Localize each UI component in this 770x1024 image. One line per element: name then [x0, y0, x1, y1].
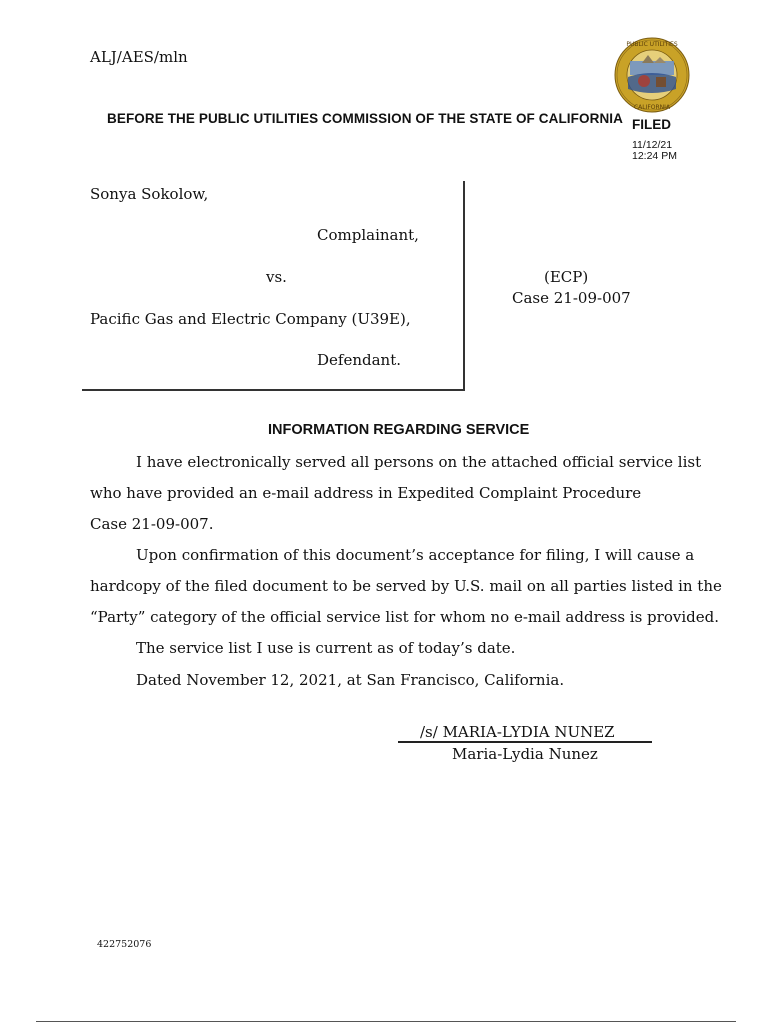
paragraph-3: The service list I use is current as of today’s date.: [136, 639, 516, 657]
paragraph-2-line-2: hardcopy of the filed document to be served by U.S. mail on all parties listed in the: [90, 577, 722, 595]
california-puc-seal-icon: [614, 37, 690, 113]
caption-divider-horizontal: [82, 389, 465, 391]
page-bottom-rule: [36, 1021, 736, 1022]
versus-label: vs.: [266, 268, 287, 286]
paragraph-2-line-1: Upon confirmation of this document’s acceptance for filing, I will cause a: [136, 546, 695, 564]
document-number: 422752076: [97, 939, 152, 950]
caption-divider-vertical: [463, 181, 465, 389]
paragraph-4-dated: Dated November 12, 2021, at San Francisco, California.: [136, 671, 565, 689]
defendant-name: Pacific Gas and Electric Company (U39E),: [90, 310, 411, 328]
signature-line: [398, 741, 652, 743]
complainant-name: Sonya Sokolow,: [90, 185, 209, 203]
svg-text:PUBLIC UTILITIES: PUBLIC UTILITIES: [626, 41, 678, 48]
filed-stamp-time: 12:24 PM: [632, 150, 677, 162]
signer-name: Maria-Lydia Nunez: [452, 745, 598, 763]
paragraph-1-line-1: I have electronically served all persons on the attached official service list: [136, 453, 702, 471]
ecp-label: (ECP): [544, 268, 589, 286]
paragraph-1-line-2: who have provided an e-mail address in Expedited Complaint Procedure: [90, 484, 642, 502]
filed-stamp-date: 11/12/21: [632, 139, 673, 151]
signature-text: /s/ MARIA-LYDIA NUNEZ: [420, 723, 615, 741]
paragraph-2-line-3: “Party” category of the official service list for whom no e-mail address is provided.: [90, 608, 719, 626]
complainant-role: Complainant,: [317, 226, 419, 244]
document-code: ALJ/AES/mln: [90, 48, 188, 66]
defendant-role: Defendant.: [317, 351, 401, 369]
svg-text:CALIFORNIA: CALIFORNIA: [633, 104, 671, 111]
filed-stamp-label: FILED: [632, 117, 671, 132]
section-title: INFORMATION REGARDING SERVICE: [268, 422, 530, 438]
paragraph-1-line-3: Case 21-09-007.: [90, 515, 214, 533]
page-heading: BEFORE THE PUBLIC UTILITIES COMMISSION OF THE STATE OF CALIFORNIA: [107, 111, 623, 126]
case-number: Case 21-09-007: [512, 289, 631, 307]
